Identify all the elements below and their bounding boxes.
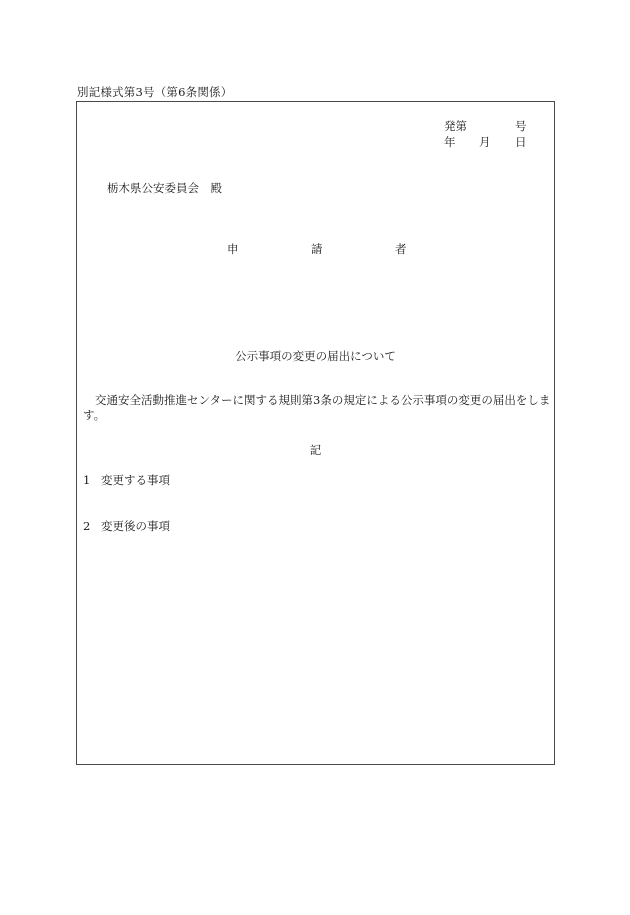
form-frame (76, 101, 555, 765)
applicant-char-1: 申 (227, 242, 239, 256)
addressee: 栃木県公安委員会 殿 (107, 181, 222, 195)
item-number: 2 (83, 519, 91, 533)
form-number: 別記様式第3号（第6条関係） (77, 85, 233, 99)
applicant-char-2: 請 (311, 242, 323, 256)
date-day: 日 (515, 135, 527, 149)
item-label: 変更する事項 (101, 473, 170, 487)
item-after-change (83, 518, 170, 534)
item-changed-matters (83, 472, 170, 488)
item-number: 1 (83, 473, 91, 487)
item-label: 変更後の事項 (101, 519, 170, 533)
date-year: 年 (444, 135, 456, 149)
subject-title: 公示事項の変更の届出について (235, 349, 396, 363)
applicant-char-3: 者 (395, 242, 407, 256)
doc-number-prefix: 発第 (444, 119, 467, 133)
doc-number-suffix: 号 (515, 119, 527, 133)
date-month: 月 (479, 135, 491, 149)
ki-marker: 記 (309, 443, 322, 457)
body-text: 交通安全活動推進センターに関する規則第3条の規定による公示事項の変更の届出をします。 (83, 393, 551, 422)
